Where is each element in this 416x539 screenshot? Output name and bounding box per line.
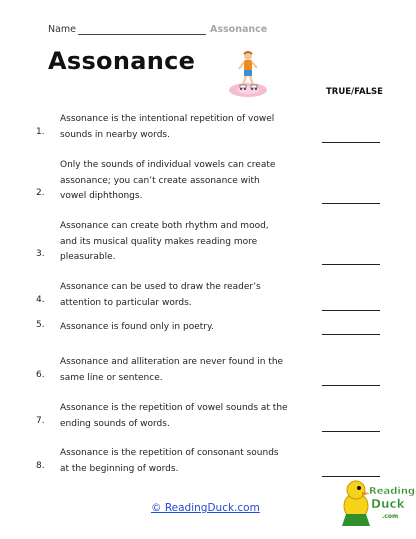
logo-word-duck: Duck (371, 497, 405, 511)
question-text-line: Only the sounds of individual vowels can create (60, 160, 276, 170)
true-false-answer-line[interactable] (322, 385, 380, 386)
question-text-line: at the beginning of words. (60, 463, 179, 474)
name-blank-line (78, 34, 206, 35)
true-false-column-header: TRUE/FALSE (326, 87, 383, 97)
true-false-answer-line[interactable] (322, 264, 380, 265)
question-text-line: Assonance is found only in poetry. (60, 322, 214, 332)
question-text-line: Assonance is the repetition of consonant sounds (60, 448, 279, 458)
question-text-line: Assonance can create both rhythm and mood, (60, 221, 269, 231)
question-number: 1. (36, 126, 45, 137)
reading-duck-logo (340, 472, 416, 530)
question-number: 4. (36, 294, 45, 305)
question-text (60, 280, 302, 311)
page-title: Assonance (48, 47, 196, 75)
question-text-line: assonance; you can’t create assonance with (60, 175, 260, 186)
question-number: 2. (36, 188, 45, 198)
logo-word-reading: Reading (369, 486, 416, 497)
roller-skater-illustration (226, 50, 270, 100)
question-number: 3. (36, 249, 45, 259)
question-number: 5. (36, 320, 45, 330)
question-text (60, 401, 302, 432)
worksheet-topic-label: Assonance (210, 24, 268, 35)
question-text-line: pleasurable. (60, 252, 116, 262)
question-number: 8. (36, 460, 45, 471)
question-text-line: sounds in nearby words. (60, 129, 170, 140)
question-text-line: Assonance and alliteration are never found in the (60, 357, 284, 367)
question-number: 6. (36, 369, 45, 380)
question-text (60, 158, 302, 205)
question-text (60, 320, 302, 336)
question-text-line: Assonance is the intentional repetition of vowel (60, 114, 275, 124)
question-text (60, 446, 302, 477)
true-false-answer-line[interactable] (322, 203, 380, 204)
question-text-line: same line or sentence. (60, 372, 163, 383)
question-text (60, 355, 302, 386)
logo-word-suffix: .com (382, 513, 399, 520)
name-label: Name (48, 24, 77, 35)
question-text-line: and its musical quality makes reading more (60, 236, 258, 247)
question-text-line: ending sounds of words. (60, 418, 170, 429)
footer-copyright-link[interactable]: © ReadingDuck.com (151, 502, 260, 514)
question-text (60, 112, 302, 143)
question-text-line: attention to particular words. (60, 297, 192, 308)
question-text-line: Assonance is the repetition of vowel sounds at the (60, 403, 288, 413)
true-false-answer-line[interactable] (322, 310, 380, 311)
true-false-answer-line[interactable] (322, 142, 380, 143)
question-text-line: vowel diphthongs. (60, 191, 143, 201)
question-text (60, 219, 302, 266)
question-number: 7. (36, 415, 45, 426)
true-false-answer-line[interactable] (322, 431, 380, 432)
true-false-answer-line[interactable] (322, 334, 380, 335)
question-text-line: Assonance can be used to draw the reader’s (60, 282, 261, 292)
